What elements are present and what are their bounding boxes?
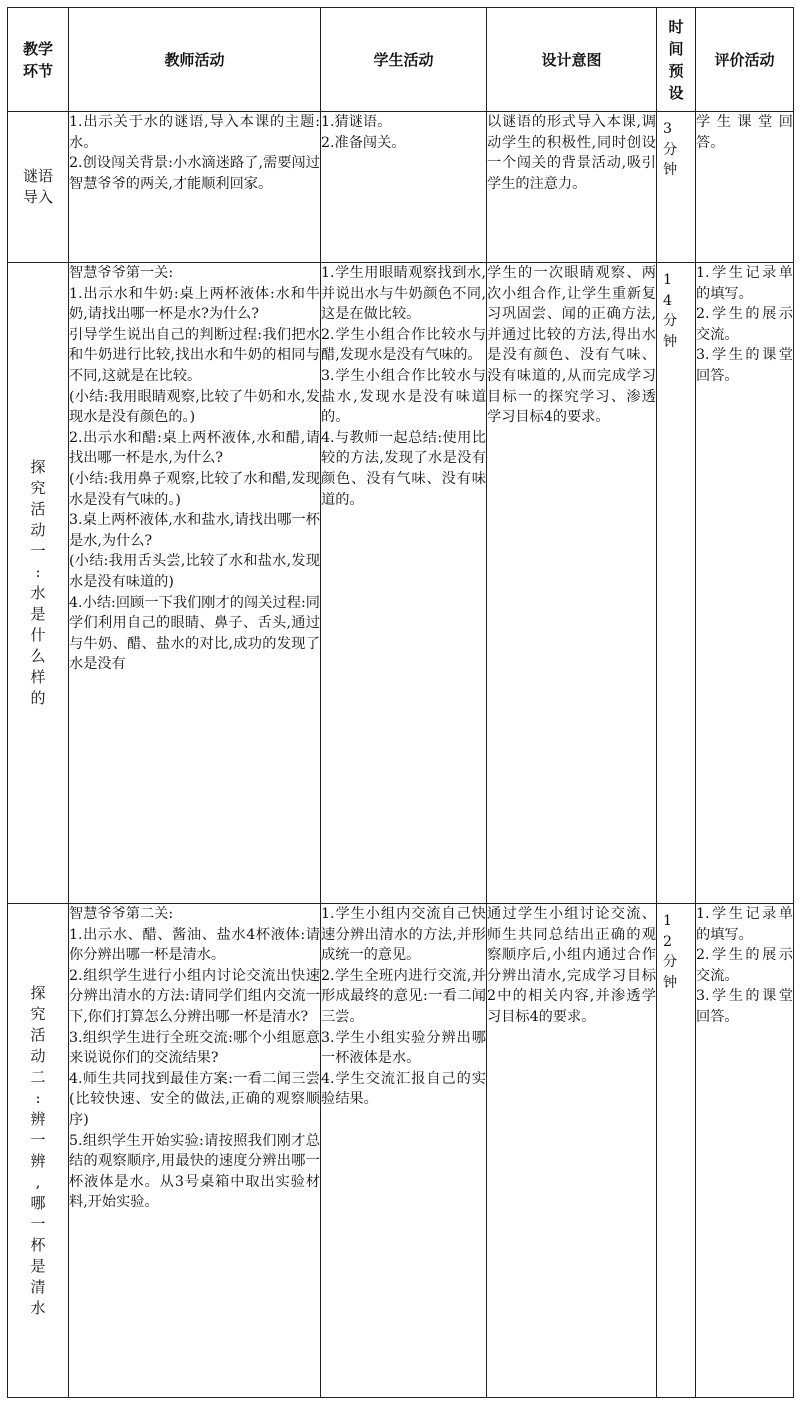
eval-cell: 1.学生记录单的填写。 2.学生的展示交流。 3.学生的课堂回答。 xyxy=(696,263,794,904)
design-cell: 以谜语的形式导入本课,调动学生的积极性,同时创设一个闯关的背景活动,吸引学生的注意力。 xyxy=(487,112,657,263)
header-design: 设计意图 xyxy=(487,8,657,112)
header-student: 学生活动 xyxy=(321,8,487,112)
student-cell: 1.猜谜语。 2.准备闯关。 xyxy=(321,112,487,263)
header-row xyxy=(8,8,794,112)
teacher-cell: 智慧爷爷第二关: 1.出示水、醋、酱油、盐水4杯液体:请你分辨出哪一杯是清水。 2.组织学生进行小组内讨论交流出快速分辨出清水的方法:请同学们组内交流一下,你们打算怎么分辨出哪一杯是清水? 3.组织学生进行全班交流:哪个小组愿意来说说你们的交流结果? 4.师生共同找到最佳方案:一看二闻三尝(比较快速、安全的做法,正确的观察顺序) 5.组织学生开始实验:请按照我们刚才总结的观察顺序,用最快的速度分辨出哪一杯液体是水。从3号桌箱中取出实验材料,开始实验。 xyxy=(69,904,321,1398)
time-cell: 3分钟 xyxy=(657,112,696,263)
student-cell: 1.学生用眼睛观察找到水,并说出水与牛奶颜色不同,这是在做比较。 2.学生小组合作比较水与醋,发现水是没有气味的。 3.学生小组合作比较水与盐水,发现水是没有味道的。 4.与教师一起总结:使用比较的方法,发现了水是没有颜色、没有气味、没有味道的。 xyxy=(321,263,487,904)
teacher-cell: 智慧爷爷第一关: 1.出示水和牛奶:桌上两杯液体:水和牛奶,请找出哪一杯是水?为什么? 引导学生说出自己的判断过程:我们把水和牛奶进行比较,找出水和牛奶的相同与不同,这就是在比较。 (小结:我用眼睛观察,比较了牛奶和水,发现水是没有颜色的。) 2.出示水和醋:桌上两杯液体,水和醋,请找出哪一杯是水,为什么? (小结:我用鼻子观察,比较了水和醋,发现水是没有气味的。) 3.桌上两杯液体,水和盐水,请找出哪一杯是水,为什么? (小结:我用舌头尝,比较了水和盐水,发现水是没有味道的) 4.小结:回顾一下我们刚才的闯关过程:同学们利用自己的眼睛、鼻子、舌头,通过与牛奶、醋、盐水的对比,成功的发现了水是没有 xyxy=(69,263,321,904)
student-cell: 1.学生小组内交流自己快速分辨出清水的方法,并形成统一的意见。 2.学生全班内进行交流,并形成最终的意见:一看二闻三尝。 3.学生小组实验分辨出哪一杯液体是水。 4.学生交流汇报自己的实验结果。 xyxy=(321,904,487,1398)
header-teacher: 教师活动 xyxy=(69,8,321,112)
time-cell: 14分钟 xyxy=(657,263,696,904)
table-row xyxy=(8,112,794,263)
header-time: 时间预设 xyxy=(657,8,696,112)
table-row xyxy=(8,263,794,904)
design-cell: 学生的一次眼睛观察、两次小组合作,让学生重新复习巩固尝、闻的正确方法,并通过比较的方法,得出水是没有颜色、没有气味、没有味道的,从而完成学习目标一的探究学习、渗透学习目标4的要求。 xyxy=(487,263,657,904)
lesson-plan-table xyxy=(7,7,794,1398)
eval-cell: 1.学生记录单的填写。 2.学生的展示交流。 3.学生的课堂回答。 xyxy=(696,904,794,1398)
header-eval: 评价活动 xyxy=(696,8,794,112)
stage-cell: 探究活动一:水是什么样的 xyxy=(8,263,69,904)
design-cell: 通过学生小组讨论交流、师生共同总结出正确的观察顺序后,小组内通过合作分辨出清水,完成学习目标2中的相关内容,并渗透学习目标4的要求。 xyxy=(487,904,657,1398)
stage-cell: 探究活动二:辨一辨,哪一杯是清水 xyxy=(8,904,69,1398)
teacher-cell: 1.出示关于水的谜语,导入本课的主题:水。 2.创设闯关背景:小水滴迷路了,需要闯过智慧爷爷的两关,才能顺利回家。 xyxy=(69,112,321,263)
time-cell: 12分钟 xyxy=(657,904,696,1398)
header-stage: 教学环节 xyxy=(8,8,69,112)
table-row xyxy=(8,904,794,1398)
stage-cell: 谜语导入 xyxy=(8,112,69,263)
eval-cell: 学生课堂回答。 xyxy=(696,112,794,263)
